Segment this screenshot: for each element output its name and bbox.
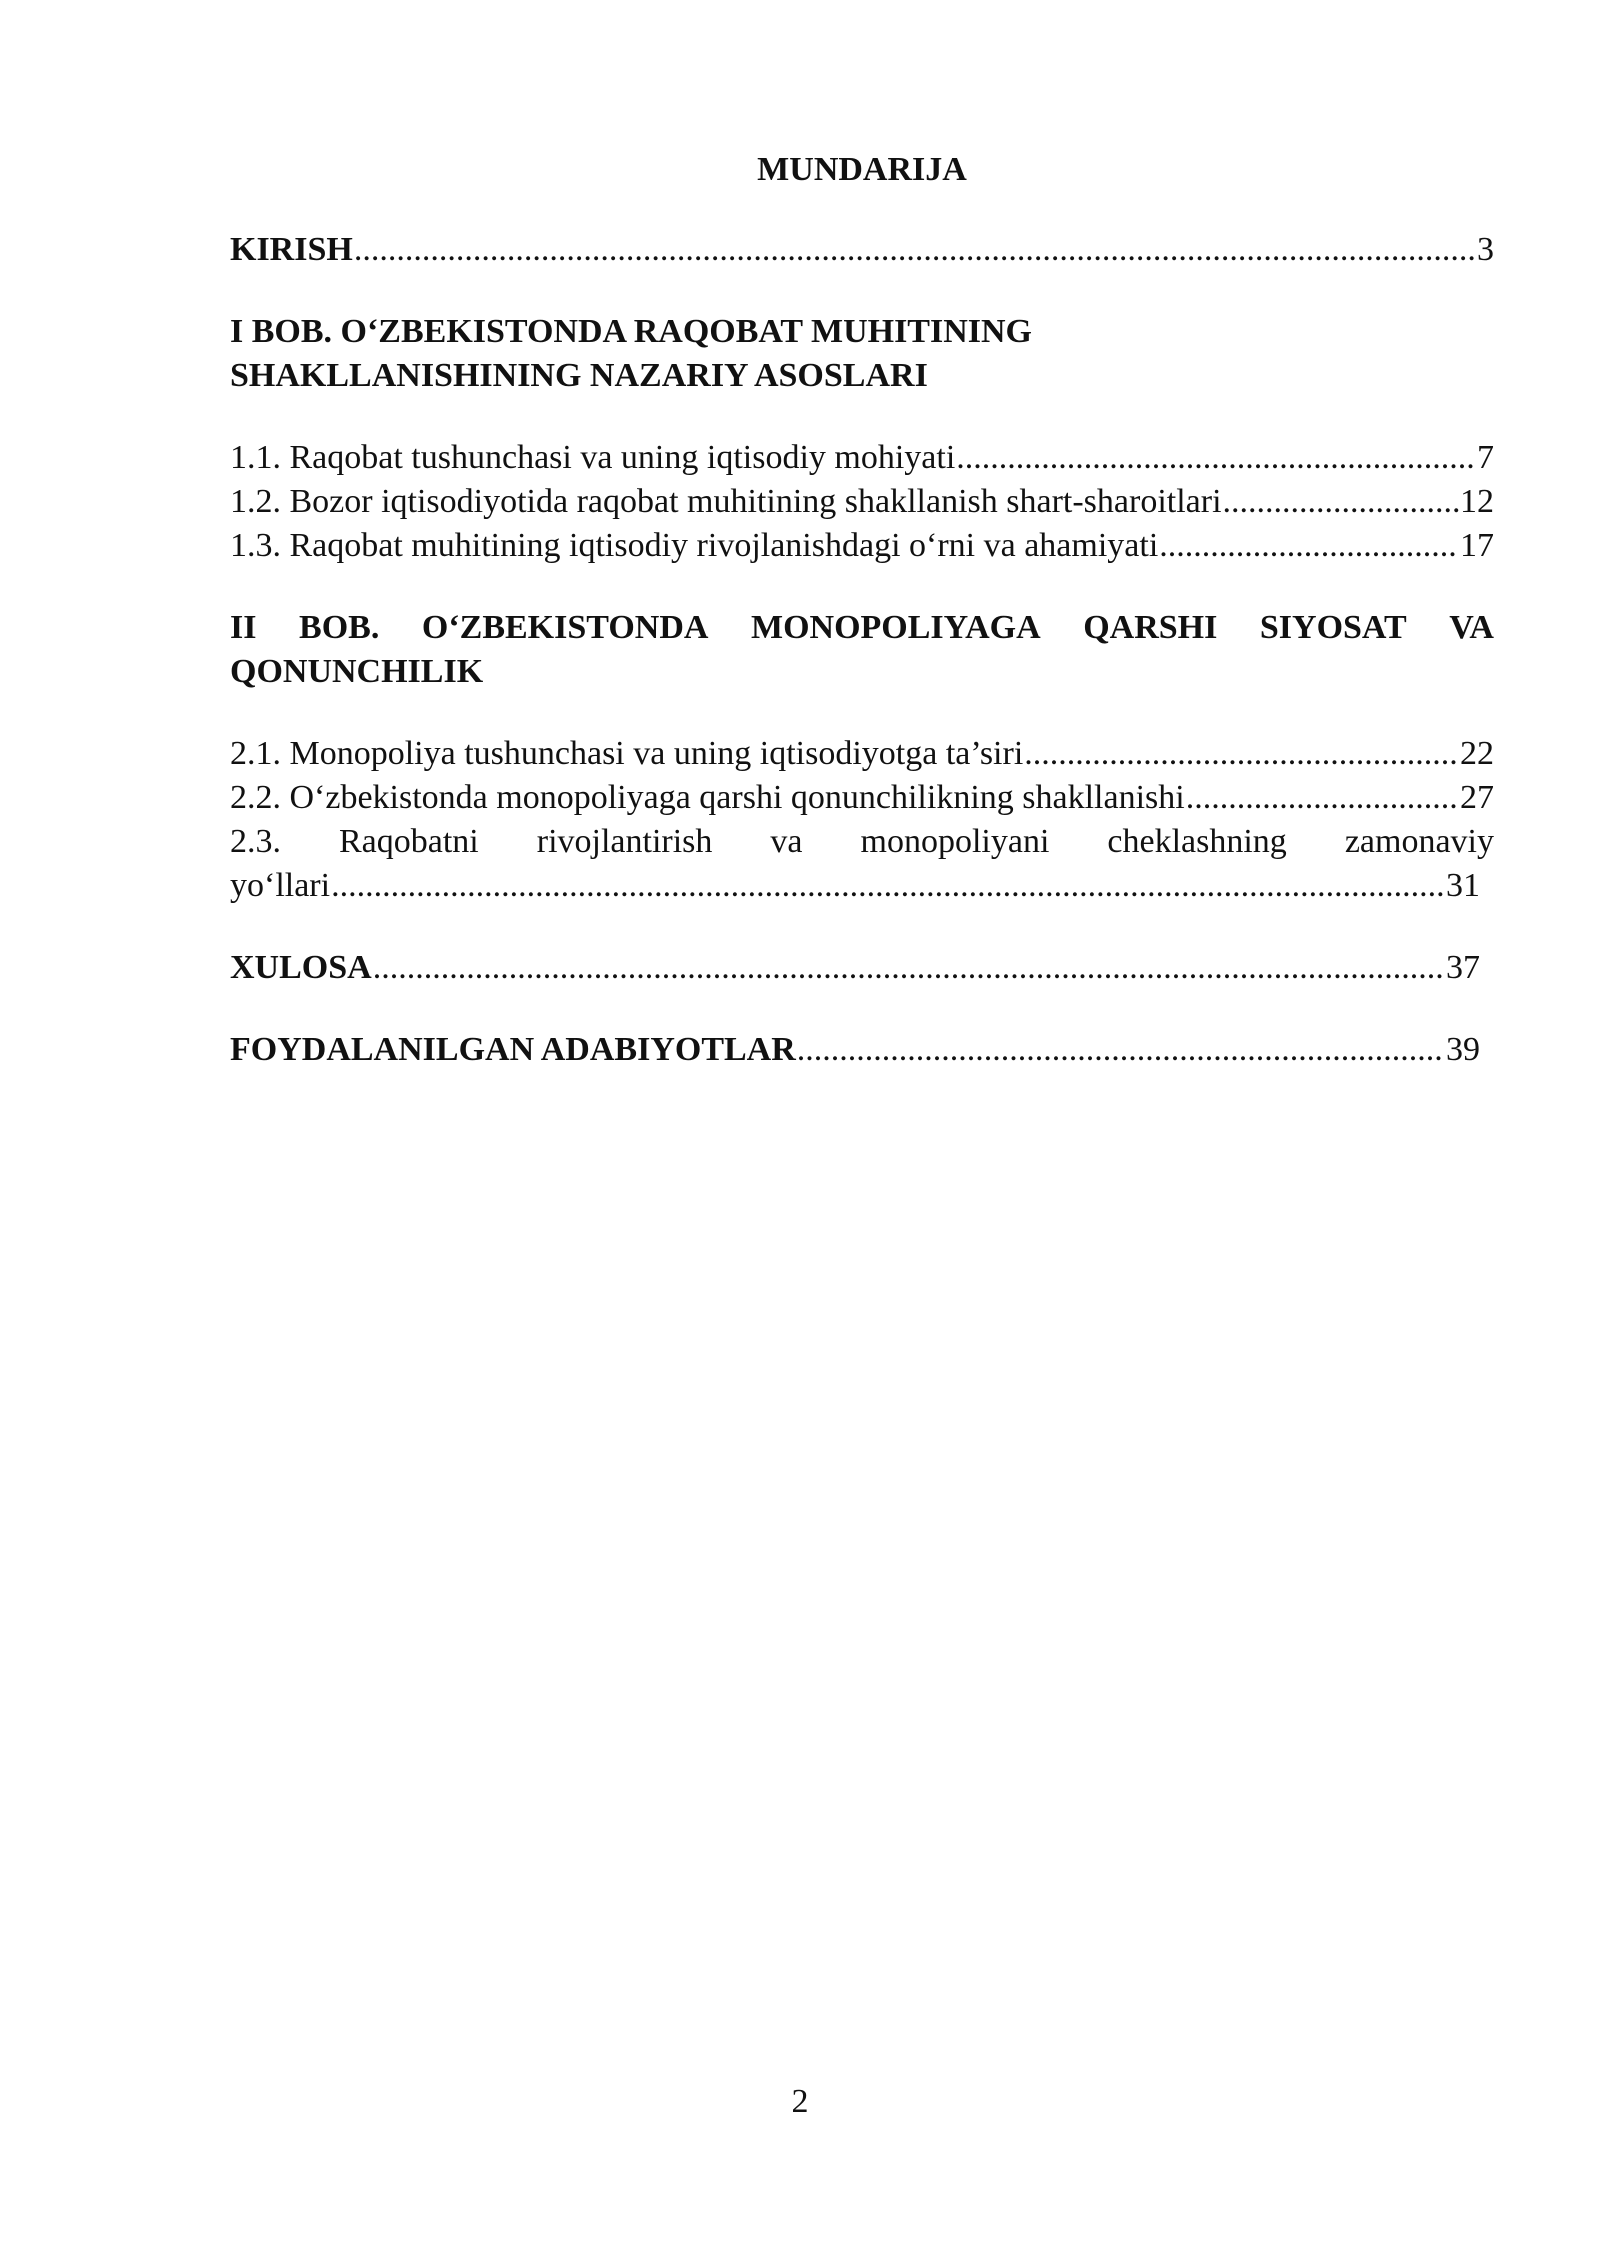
dot-leader [1024, 732, 1459, 776]
page-number: 2 [791, 2083, 809, 2120]
toc-entry-intro[interactable] [230, 228, 1494, 272]
dot-leader [354, 228, 1476, 272]
chapter-1-heading-line-2: SHAKLLANISHINING NAZARIY ASOSLARI [230, 357, 928, 394]
heading-word: MONOPOLIYAGA [750, 609, 1041, 646]
entry-word: va [770, 823, 803, 860]
heading-word: SIYOSAT [1259, 609, 1407, 646]
toc-entry-conclusion[interactable] [230, 946, 1480, 990]
toc-entry-2-3[interactable] [230, 820, 1494, 908]
toc-entry-1-1[interactable] [230, 436, 1494, 480]
toc-page-number: 12 [1460, 483, 1494, 520]
entry-word: rivojlantirish [536, 823, 713, 860]
toc-entry-label: 1.1. Raqobat tushunchasi va uning iqtisodiy mohiyati [230, 439, 956, 476]
chapter-2-heading-line-1 [230, 606, 1494, 650]
heading-word: O‘ZBEKISTONDA [421, 609, 709, 646]
toc-entry-references[interactable] [230, 1028, 1480, 1072]
toc-entry-label: 1.3. Raqobat muhitining iqtisodiy rivojlanishdagi o‘rni va ahamiyati [230, 527, 1159, 564]
table-of-contents [230, 148, 1494, 1110]
toc-title: MUNDARIJA [757, 151, 967, 188]
chapter-1-sections [230, 436, 1494, 568]
toc-page-number: 22 [1460, 735, 1494, 772]
chapter-1-heading[interactable] [230, 310, 1494, 398]
toc-page-number: 7 [1477, 439, 1494, 476]
toc-entry-label: yo‘llari [230, 867, 331, 904]
dot-leader [956, 436, 1476, 480]
toc-page-number: 31 [1446, 867, 1480, 904]
dot-leader [797, 1028, 1445, 1072]
toc-page-number: 39 [1446, 1031, 1480, 1068]
toc-entry-2-3-line-2 [230, 864, 1480, 908]
toc-entry-2-1[interactable] [230, 732, 1494, 776]
toc-entry-label: XULOSA [230, 949, 372, 986]
chapter-2-sections [230, 732, 1494, 908]
entry-word: 2.3. [230, 823, 281, 860]
heading-word: QARSHI [1083, 609, 1218, 646]
entry-word: zamonaviy [1344, 823, 1494, 860]
dot-leader [373, 946, 1445, 990]
heading-word: BOB. [299, 609, 380, 646]
toc-page-number: 17 [1460, 527, 1494, 564]
chapter-2-heading[interactable] [230, 606, 1494, 694]
toc-entry-2-3-line-1 [230, 820, 1494, 864]
chapter-2-heading-line-2: QONUNCHILIK [230, 653, 484, 690]
dot-leader [1223, 480, 1459, 524]
toc-entry-label: 2.1. Monopoliya tushunchasi va uning iqtisodiyotga ta’siri [230, 735, 1024, 772]
toc-entry-label: 2.2. O‘zbekistonda monopoliyaga qarshi qonunchilikning shakllanishi [230, 779, 1185, 816]
chapter-1-heading-line-1: I BOB. O‘ZBEKISTONDA RAQOBAT MUHITINING [230, 313, 1033, 350]
entry-word: cheklashning [1107, 823, 1287, 860]
heading-word: II [230, 609, 257, 646]
heading-word: VA [1449, 609, 1494, 646]
toc-entry-1-2[interactable] [230, 480, 1494, 524]
toc-page-number: 37 [1446, 949, 1480, 986]
dot-leader [1159, 524, 1459, 568]
dot-leader [331, 864, 1445, 908]
entry-word: monopoliyani [860, 823, 1050, 860]
toc-entry-label: 1.2. Bozor iqtisodiyotida raqobat muhitining shakllanish shart-sharoitlari [230, 483, 1222, 520]
toc-entry-label: KIRISH [230, 231, 353, 268]
entry-word: Raqobatni [339, 823, 479, 860]
toc-entry-1-3[interactable] [230, 524, 1494, 568]
toc-page-number: 27 [1460, 779, 1494, 816]
toc-entry-2-2[interactable] [230, 776, 1494, 820]
toc-entry-label: FOYDALANILGAN ADABIYOTLAR [230, 1031, 796, 1068]
toc-page-number: 3 [1477, 231, 1494, 268]
dot-leader [1186, 776, 1459, 820]
